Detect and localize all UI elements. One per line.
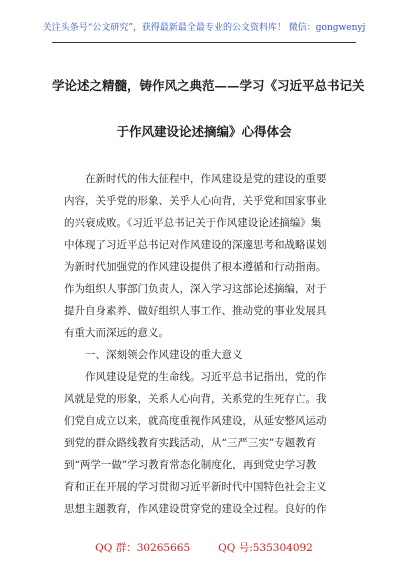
body-line: 有重大而深远的意义。 (64, 327, 169, 339)
body-line: 的兴衰成败。《习近平总书记关于作风建设论述摘编》集 (64, 217, 322, 229)
body-line: 到党的群众路线教育实践活动，从“三严三实”专题教育 (64, 437, 317, 449)
document-title-line-1: 学论述之精髓，铸作风之典范——学习《习近平总书记关 (52, 78, 365, 93)
document-body (64, 168, 352, 520)
footer-contact (0, 540, 408, 555)
body-line: 在新时代的伟大征程中，作风建设是党的建设的重要 (64, 173, 327, 185)
body-line: 提升自身素养、做好组织人事工作、推动党的事业发展具 (64, 305, 327, 317)
body-line: 们党自成立以来，就高度重视作风建设，从延安整风运动 (64, 415, 327, 427)
footer-qq-number: QQ 号:535304092 (218, 542, 313, 554)
section-heading: 一、深刻领会作风建设的重大意义 (64, 349, 243, 361)
body-line: 到“两学一做”学习教育常态化制度化，再到党史学习教 (64, 459, 317, 471)
body-line: 为新时代加强党的作风建设提供了根本遵循和行动指南。 (64, 261, 327, 273)
body-line: 内容，关乎党的形象、关乎人心向背，关乎党和国家事业 (64, 195, 327, 207)
body-line: 作为组织人事部门负责人，深入学习这部论述摘编，对于 (64, 283, 327, 295)
footer-qq-group: QQ 群：30265665 (95, 542, 191, 554)
header-promo-note: 关注头条号“公文研究”，获得最新最全最专业的公文资料库！ 微信：gongwenyj (42, 23, 366, 33)
body-line: 风就是党的形象，关系人心向背，关系党的生死存亡。我 (64, 393, 327, 405)
body-line: 思想主题教育，作风建设贯穿党的建设全过程。良好的作 (64, 503, 327, 515)
body-line: 中体现了习近平总书记对作风建设的深邃思考和战略谋划 (64, 239, 327, 251)
header-divider (52, 42, 356, 43)
document-title-line-2: 于作风建设论述摘编》心得体会 (116, 124, 292, 139)
body-line: 作风建设是党的生命线。习近平总书记指出，党的作 (64, 371, 327, 383)
body-line: 育和正在开展的学习贯彻习近平新时代中国特色社会主义 (64, 481, 327, 493)
